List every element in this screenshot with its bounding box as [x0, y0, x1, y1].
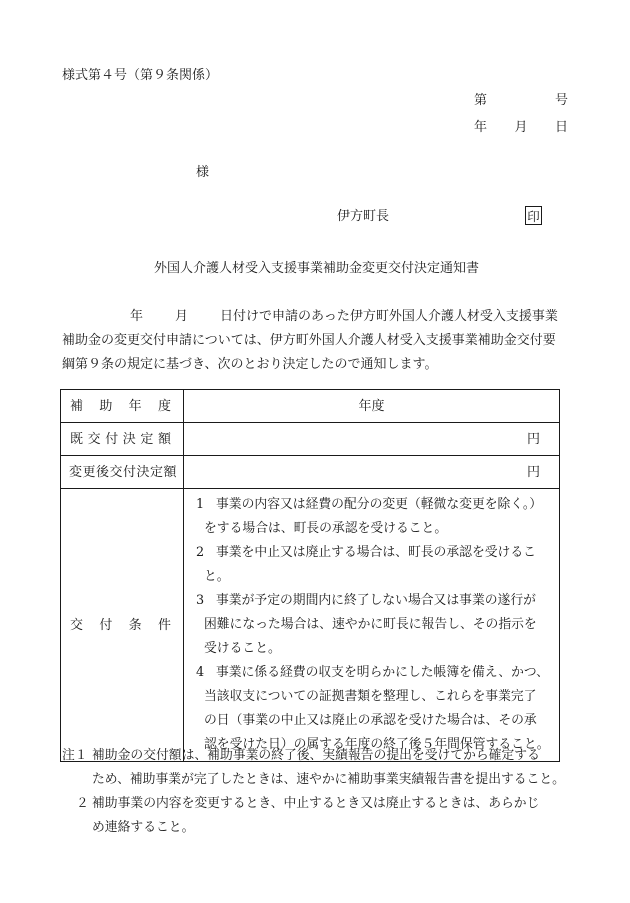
condition-number: 2	[196, 545, 205, 560]
date-month: 月	[514, 120, 528, 135]
label-char: 助	[99, 398, 113, 414]
issuer-name: 伊方町長	[337, 209, 390, 224]
condition-text: 当該収支についての証拠書類を整理し、これらを事業完了	[204, 689, 537, 704]
condition-text: と。	[204, 569, 230, 584]
changed-amount-label	[61, 456, 184, 489]
label-char: 度	[157, 398, 171, 414]
label-char: 決	[122, 431, 136, 447]
label-char: 条	[128, 617, 142, 633]
date-year: 年	[474, 120, 488, 135]
prior-amount-value: 円	[184, 423, 560, 456]
changed-amount-value: 円	[184, 456, 560, 489]
body-paragraph	[62, 305, 570, 377]
label-char: 交	[70, 617, 84, 633]
label-char: 付	[105, 431, 119, 447]
notes-section	[62, 744, 565, 840]
condition-text: 受けること。	[204, 641, 281, 656]
condition-text: 事業を中止又は廃止する場合は、町長の承認を受けるこ	[216, 545, 536, 560]
number-prefix: 第	[474, 93, 488, 108]
condition-text: 認を受けた日）の属する年度の終了後５年間保管すること。	[204, 737, 550, 752]
prior-amount-label	[61, 423, 184, 456]
label-char: 交	[87, 431, 101, 447]
body-line-3: 綱第９条の規定に基づき、次のとおり決定したので通知します。	[62, 357, 438, 372]
changed-amount-label-text: 変更後交付決定額	[69, 464, 178, 480]
body-line-2: 補助金の変更交付申請については、伊方町外国人介護人材受入支援事業補助金交付要	[62, 333, 556, 348]
document-title: 外国人介護人材受入支援事業補助金変更交付決定通知書	[154, 261, 480, 276]
fiscal-year-label	[61, 390, 184, 423]
fiscal-year-value: 年度	[184, 390, 560, 423]
note-1-line-2: ため、補助事業が完了したときは、速やかに補助事業実績報告書を提出すること。	[92, 772, 565, 787]
label-char: 既	[70, 431, 84, 447]
note-2-text: 補助事業の内容を変更するとき、中止するとき又は廃止するときは、あらかじ	[92, 796, 540, 811]
condition-text: 事業が予定の期間内に終了しない場合又は事業の遂行が	[216, 593, 536, 608]
label-char: 件	[157, 617, 171, 633]
conditions-list	[184, 489, 560, 762]
note-2-line-2: め連絡すること。	[92, 820, 195, 835]
table-row-changed-amount	[61, 456, 560, 489]
condition-number: 3	[196, 593, 205, 608]
body-year: 年	[130, 309, 144, 324]
condition-text: 困難になった場合は、速やかに町長に報告し、その指示を	[204, 617, 537, 632]
number-suffix: 号	[554, 93, 568, 108]
condition-text: をする場合は、町長の承認を受けること。	[204, 521, 448, 536]
condition-item-2	[190, 541, 553, 565]
condition-number: 1	[196, 497, 205, 512]
condition-text: 事業の内容又は経費の配分の変更（軽微な変更を除く。）	[216, 497, 543, 512]
body-month: 月	[175, 309, 189, 324]
note-1-prefix: 注１	[62, 748, 88, 763]
body-line-1-text: 日付けで申請のあった伊方町外国人介護人材受入支援事業	[220, 309, 558, 324]
table-row-conditions	[61, 489, 560, 762]
note-2-line-1	[62, 792, 565, 816]
note-2-prefix: ２	[76, 796, 89, 811]
seal-mark: 印	[525, 206, 542, 225]
form-number: 様式第４号（第９条関係）	[62, 68, 219, 83]
subsidy-info-table	[60, 389, 560, 762]
label-char: 年	[128, 398, 142, 414]
note-1-line-1	[62, 744, 565, 768]
condition-text: 事業に係る経費の収支を明らかにした帳簿を備え、かつ、	[216, 665, 549, 680]
label-char: 付	[99, 617, 113, 633]
condition-text: の日（事業の中止又は廃止の承認を受けた場合は、その承	[204, 713, 537, 728]
label-char: 補	[70, 398, 84, 414]
table-row-fiscal-year	[61, 390, 560, 423]
date-day: 日	[554, 120, 568, 135]
condition-item-4	[190, 661, 553, 685]
note-1-text: 補助金の交付額は、補助事業の終了後、実績報告の提出を受けてから確定する	[92, 748, 540, 763]
condition-item-1	[190, 493, 553, 517]
condition-number: 4	[196, 665, 205, 680]
conditions-label	[61, 489, 184, 762]
condition-item-3	[190, 589, 553, 613]
label-char: 定	[140, 431, 154, 447]
label-char: 額	[157, 431, 171, 447]
issue-date	[474, 121, 568, 134]
document-number	[474, 94, 568, 107]
body-line-1	[62, 305, 570, 329]
addressee-honorific: 様	[196, 165, 210, 180]
table-row-prior-amount	[61, 423, 560, 456]
